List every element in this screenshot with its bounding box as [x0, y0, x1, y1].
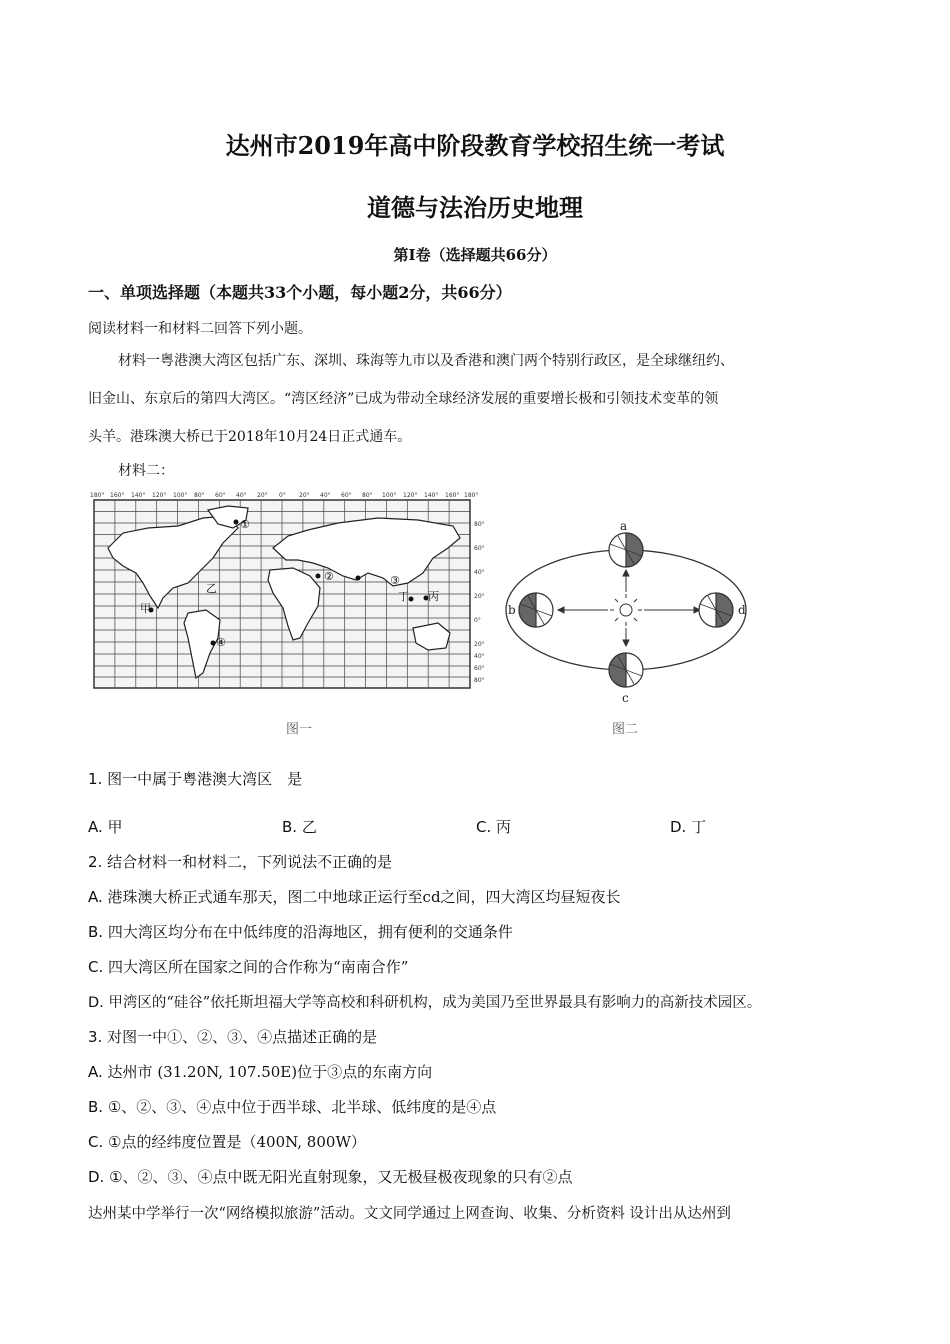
- option-key: C.: [88, 958, 104, 976]
- figure-2-earth-orbit: [500, 520, 760, 740]
- lon-tick: 0°: [279, 492, 286, 499]
- point-2-label: ②: [324, 570, 334, 583]
- option-text: 甲湾区的“硅谷”依托斯坦福大学等高校和科研机构，成为美国乃至世界最具有影响力的高新技术园区。: [108, 995, 762, 1011]
- option-text: 甲: [107, 818, 123, 836]
- question-stem: 对图一中①、②、③、④点描述正确的是: [107, 1028, 378, 1046]
- place-jia: 甲: [140, 602, 151, 615]
- option-text: 四大湾区均分布在中低纬度的沿海地区，拥有便利的交通条件: [107, 923, 513, 941]
- option-key: A.: [88, 888, 103, 906]
- option-key: B.: [88, 923, 104, 941]
- exam-title: 达州市2019年高中阶段教育学校招生统一考试: [225, 131, 725, 160]
- lat-tick: 40°: [474, 569, 485, 576]
- lat-tick: 20°: [474, 641, 485, 648]
- lat-tick: 20°: [474, 593, 485, 600]
- option-key: D.: [88, 1168, 105, 1186]
- question-2: [88, 851, 392, 872]
- q1-option-a[interactable]: [88, 816, 123, 837]
- material1-line3: 头羊。港珠澳大桥已于2018年10月24日正式通车。: [88, 429, 412, 445]
- option-text: 丁: [691, 818, 707, 836]
- lat-tick: 80°: [474, 677, 485, 684]
- option-key: D.: [670, 818, 687, 836]
- option-text: 丙: [496, 818, 512, 836]
- q2-option-a[interactable]: [88, 886, 621, 907]
- question-3: [88, 1026, 377, 1047]
- question-1: [88, 768, 302, 789]
- option-text: ①、②、③、④点中既无阳光直射现象，又无极昼极夜现象的只有②点: [109, 1168, 573, 1186]
- lat-tick: 40°: [474, 653, 485, 660]
- section-heading: 一、单项选择题（本题共33个小题，每小题2分，共66分）: [88, 283, 512, 302]
- q3-option-b[interactable]: [88, 1096, 496, 1117]
- figure-2-caption: 图二: [612, 722, 639, 737]
- q1-option-b[interactable]: [282, 816, 317, 837]
- material1-line2: 旧金山、东京后的第四大湾区。“湾区经济”已成为带动全球经济发展的重要增长极和引领技术变革的领: [88, 391, 719, 407]
- point-4-label: ④: [216, 636, 226, 649]
- question-number: 2.: [88, 853, 103, 871]
- option-key: C.: [476, 818, 492, 836]
- option-text: ①、②、③、④点中位于西半球、北半球、低纬度的是④点: [107, 1098, 497, 1116]
- lat-tick: 60°: [474, 545, 485, 552]
- trailing-paragraph: 达州某中学举行一次“网络模拟旅游”活动。文文同学通过上网查询、收集、分析资料 设计出从达州到: [88, 1206, 731, 1222]
- q1-option-d[interactable]: [670, 816, 706, 837]
- option-key: A.: [88, 1063, 103, 1081]
- lon-tick: 80°: [194, 492, 205, 499]
- place-yi: 乙: [206, 582, 217, 595]
- lon-tick: 160°: [445, 492, 460, 499]
- question-stem: 图一中属于粤港澳大湾区 是: [107, 770, 303, 788]
- lon-tick: 40°: [320, 492, 331, 499]
- figure-1-caption: 图一: [286, 722, 313, 737]
- lon-tick: 20°: [299, 492, 310, 499]
- orbit-svg: [500, 520, 760, 720]
- reading-intro: 阅读材料一和材料二回答下列小题。: [88, 321, 312, 337]
- option-text: ①点的经纬度位置是（400N, 800W）: [108, 1133, 366, 1151]
- lon-tick: 80°: [362, 492, 373, 499]
- lat-tick: 60°: [474, 665, 485, 672]
- question-stem: 结合材料一和材料二，下列说法不正确的是: [107, 853, 393, 871]
- lon-tick: 100°: [173, 492, 188, 499]
- lon-tick: 120°: [403, 492, 418, 499]
- lon-tick: 160°: [110, 492, 125, 499]
- q3-option-a[interactable]: [88, 1061, 432, 1082]
- q1-option-c[interactable]: [476, 816, 511, 837]
- lon-tick: 140°: [131, 492, 146, 499]
- q3-option-c[interactable]: [88, 1131, 366, 1152]
- lon-tick: 120°: [152, 492, 167, 499]
- exam-subject: 道德与法治历史地理: [367, 193, 583, 222]
- lat-tick: 80°: [474, 521, 485, 528]
- q2-option-d[interactable]: [88, 991, 761, 1012]
- q3-option-d[interactable]: [88, 1166, 573, 1187]
- option-text: 乙: [301, 818, 317, 836]
- question-number: 1.: [88, 770, 103, 788]
- lon-tick: 140°: [424, 492, 439, 499]
- point-3-label: ③: [390, 574, 400, 587]
- lon-tick: 180°: [464, 492, 479, 499]
- option-text: 达州市 (31.20N, 107.50E)位于③点的东南方向: [107, 1063, 433, 1081]
- lon-tick: 20°: [257, 492, 268, 499]
- place-ding: 丁: [398, 590, 409, 603]
- option-key: A.: [88, 818, 103, 836]
- orbit-pos-d: d: [738, 603, 746, 617]
- lon-tick: 40°: [236, 492, 247, 499]
- orbit-pos-a: a: [620, 520, 628, 533]
- option-text: 港珠澳大桥正式通车那天，图二中地球正运行至cd之间，四大湾区均昼短夜长: [107, 888, 621, 906]
- material2-label: 材料二：: [118, 463, 174, 479]
- lon-tick: 100°: [382, 492, 397, 499]
- option-key: B.: [88, 1098, 104, 1116]
- material1-line1: 材料一粤港澳大湾区包括广东、深圳、珠海等九市以及香港和澳门两个特别行政区，是全球继纽约、: [118, 353, 734, 369]
- option-key: C.: [88, 1133, 104, 1151]
- question-number: 3.: [88, 1028, 103, 1046]
- place-bing: 丙: [428, 590, 439, 603]
- lon-tick: 60°: [341, 492, 352, 499]
- q2-option-c[interactable]: [88, 956, 408, 977]
- option-key: D.: [88, 995, 104, 1011]
- orbit-pos-b: b: [508, 603, 516, 617]
- q2-option-b[interactable]: [88, 921, 513, 942]
- option-text: 四大湾区所在国家之间的合作称为“南南合作”: [108, 958, 409, 976]
- point-1-label: ①: [240, 518, 250, 531]
- lon-tick: 60°: [215, 492, 226, 499]
- volume-heading: 第Ⅰ卷（选择题共66分）: [393, 246, 557, 264]
- figure-1-world-map: [88, 488, 493, 738]
- world-map-svg: [88, 488, 493, 738]
- orbit-pos-c: c: [622, 691, 629, 705]
- lon-tick: 180°: [90, 492, 105, 499]
- option-key: B.: [282, 818, 298, 836]
- lat-tick: 0°: [474, 617, 481, 624]
